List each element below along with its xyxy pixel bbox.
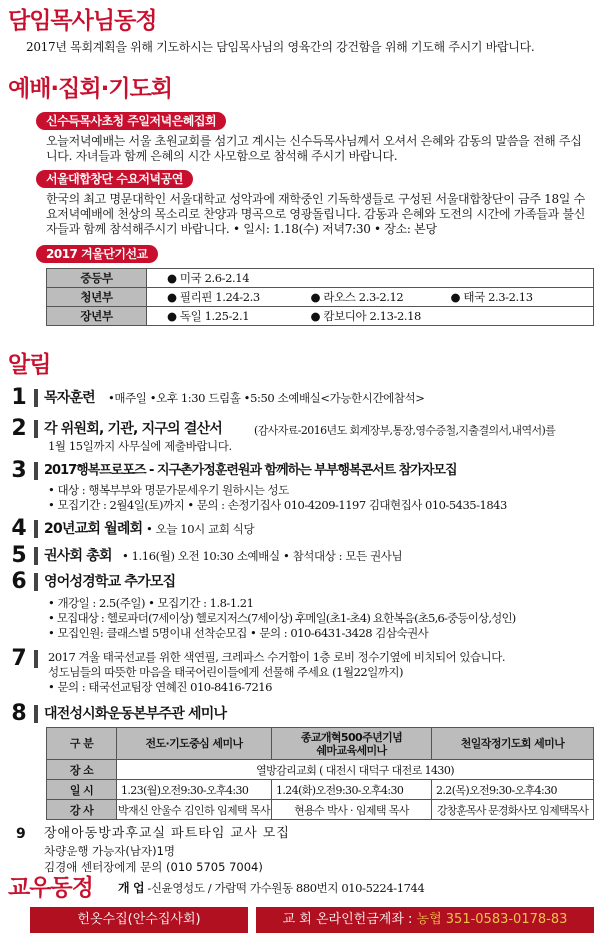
concert-text: 한국의 최고 명문대학인 서울대학교 성악과에 재학중인 기독학생들로 구성된 서울대합창단이 금주 18일 수요저녁예배에 천상의 목소리로 찬양과 명곡으로 영광돌립니다. 감동과 은혜와 도전의 시간에 가족들과 불신자들과 함께 참석해주시기 바랍니다. • 일시: 1.18(수) 저녁7:30 • 장소: 본당	[46, 192, 586, 236]
seminar-row	[47, 800, 594, 820]
notice-bar	[34, 462, 38, 480]
concert-meta: • 일시: 1.18(수) 저녁7:30 • 장소: 본당	[232, 222, 437, 236]
mission-table	[46, 268, 594, 326]
notice-8-number: 8	[11, 701, 27, 726]
pastor-heading: 담임목사님동정	[8, 8, 157, 34]
footer-account-number: 농협 351-0583-0178-83	[416, 912, 568, 927]
notice-6-line-1: • 개강일 : 2.5(주일) • 모집기간 : 1.8-1.21	[48, 596, 254, 610]
mission-item: ● 필리핀 1.24-2.3	[147, 288, 297, 307]
seminar-date: 1.24(화)오전9:30-오후4:30	[272, 780, 432, 800]
footer-used-clothes: 헌옷수집(안수집사회)	[30, 907, 248, 933]
notice-8-title: 대전성시화운동본부주관 세미나	[44, 706, 227, 722]
notice-3-number: 3	[11, 458, 27, 483]
mission-row-label: 중등부	[47, 269, 147, 288]
notice-2-title: 각 위원회, 기관, 지구의 결산서	[44, 421, 223, 437]
notice-bar	[34, 520, 38, 538]
notice-2-text: (감사자료-2016년도 회계장부,통장,영수증철,지출결의서,내역서)를	[254, 424, 556, 437]
members-text: -신윤영성도 / 가람떡 가수원동 880번지 010-5224-1744	[144, 881, 425, 895]
notice-2-number: 2	[11, 416, 27, 441]
seminar-row-label: 일 시	[47, 780, 117, 800]
seminar-row	[47, 780, 594, 800]
notice-2-text2: 1월 15일까지 사무실에 제출바랍니다.	[48, 439, 232, 453]
seminar-speaker: 박재신 안울수 김인하 임제택 목사	[117, 800, 272, 820]
notice-4-title: 20년교회 월례회	[44, 521, 143, 537]
mission-row-label: 청년부	[47, 288, 147, 307]
notice-bar	[34, 389, 38, 407]
seminar-row-label: 장 소	[47, 760, 117, 780]
seminar-header-cell: 전도·기도중심 세미나	[117, 728, 272, 760]
mission-row-label: 장년부	[47, 307, 147, 326]
concert-tag: 서울대합창단 수요저녁공연	[36, 170, 193, 188]
notice-5-text: • 1.16(월) 오전 10:30 소예배실 • 참석대상 : 모든 권사님	[122, 549, 403, 563]
mission-item: ● 미국 2.6-2.14	[147, 269, 594, 288]
notice-7-number: 7	[11, 646, 27, 671]
seminar-row	[47, 760, 594, 780]
notice-6-line-3: • 모집인원: 클래스별 5명이내 선착순모집 • 문의 : 010-6431-3428 김삼숙권사	[48, 626, 429, 640]
seminar-row-label: 강 사	[47, 800, 117, 820]
seminar-place: 열방감리교회 ( 대전시 대덕구 대전로 1430)	[117, 760, 594, 780]
notices-heading: 알림	[8, 352, 51, 378]
mission-item: ● 라오스 2.3-2.12	[297, 288, 437, 307]
notice-5-number: 5	[11, 543, 27, 568]
notice-3-title: 2017행복프로포즈 - 지구촌가정훈련원과 함께하는 부부행복콘서트 참가자모집	[44, 463, 457, 478]
seminar-header-cell: 종교개혁500주년기념 쉐마교육세미나	[272, 728, 432, 760]
revival-text: 오늘저녁예배는 서울 초원교회를 섬기고 계시는 신수득목사님께서 오셔서 은혜와 감동의 말씀을 전해 주십니다. 자녀들과 함께 은혜의 시간 사모함으로 참석해 주시기 바랍니다.	[46, 134, 582, 163]
seminar-date: 1.23(월)오전9:30-오후4:30	[117, 780, 272, 800]
notice-bar	[34, 573, 38, 591]
notice-bar	[34, 547, 38, 565]
seminar-header-row	[47, 728, 594, 760]
mission-item: ● 캄보디아 2.13-2.18	[297, 307, 594, 326]
notice-4-text: • 오늘 10시 교회 식당	[146, 522, 255, 536]
pastor-text: 2017년 목회계획을 위해 기도하시는 담임목사님의 영육간의 강건함을 위해 기도해 주시기 바랍니다.	[26, 40, 535, 54]
mission-row	[47, 307, 594, 326]
mission-tag: 2017 겨울단기선교	[36, 245, 158, 263]
revival-tag: 신수득목사초청 주일저녁은혜집회	[36, 112, 226, 130]
notice-9-number: 9	[16, 826, 26, 842]
notice-4-number: 4	[11, 516, 27, 541]
seminar-header-cell: 구 분	[47, 728, 117, 760]
notice-6-line-2: • 모집대상 : 헬로파더(7세이상) 헬로지저스(7세이상) 후메일(초1-초4) 요한복음(초5,6-중등이상,성인)	[48, 611, 516, 625]
mission-row	[47, 288, 594, 307]
seminar-speaker: 강창훈목사 문경화사모 임제택목사	[432, 800, 594, 820]
notice-6-title: 영어성경학교 추가모집	[44, 574, 176, 590]
worship-heading: 예배·집회·기도회	[8, 76, 173, 102]
notice-7-line-3: • 문의 : 태국선교팀장 연혜진 010-8416-7216	[48, 680, 272, 694]
notice-1-title: 목자훈련	[44, 390, 95, 406]
notice-3-line-1: • 대상 : 행복부부와 명문가문세우기 원하시는 성도	[48, 483, 289, 497]
footer-donation-account: 교 회 온라인헌금계좌 : 농협 351-0583-0178-83	[256, 907, 594, 933]
notice-bar	[34, 650, 38, 668]
notice-7-line-1: 2017 겨울 태국선교를 위한 색연필, 크레파스 수거함이 1층 로비 정수기옆에 비치되어 있습니다.	[48, 650, 506, 664]
mission-item: ● 태국 2.3-2.13	[437, 288, 594, 307]
members-heading: 교우동정	[8, 875, 93, 901]
notice-9-line-1: 차량운행 가능자(남자)1명	[44, 844, 176, 858]
seminar-header-cell: 천일작정기도회 세미나	[432, 728, 594, 760]
notice-9-title: 장애아동방과후교실 파트타임 교사 모집	[44, 826, 290, 841]
seminar-speaker: 현용수 박사 · 임제택 목사	[272, 800, 432, 820]
notice-9-line-2: 김경애 센터장에게 문의 (010 5705 7004)	[44, 860, 263, 874]
members-entry	[118, 880, 424, 896]
mission-row	[47, 269, 594, 288]
notice-bar	[34, 420, 38, 438]
seminar-date: 2.2(목)오전9:30-오후4:30	[432, 780, 594, 800]
notice-6-number: 6	[11, 569, 27, 594]
notice-7-line-2: 성도님들의 따뜻한 마음을 태국어린이들에게 선물해 주세요 (1월22일까지)	[48, 665, 404, 679]
members-label: 개 업	[118, 881, 145, 895]
notice-1-number: 1	[11, 385, 27, 410]
notice-1-text: •매주일 •오후 1:30 드림홀 •5:50 소예배실<가능한시간에참석>	[108, 391, 425, 405]
mission-item: ● 독일 1.25-2.1	[147, 307, 297, 326]
notice-3-line-2: • 모집기간 : 2월4일(토)까지 • 문의 : 손정기집사 010-4209-1197 김대현집사 010-5435-1843	[48, 498, 507, 512]
notice-5-title: 권사회 총회	[44, 548, 112, 564]
notice-bar	[34, 705, 38, 723]
seminar-table	[46, 727, 594, 820]
